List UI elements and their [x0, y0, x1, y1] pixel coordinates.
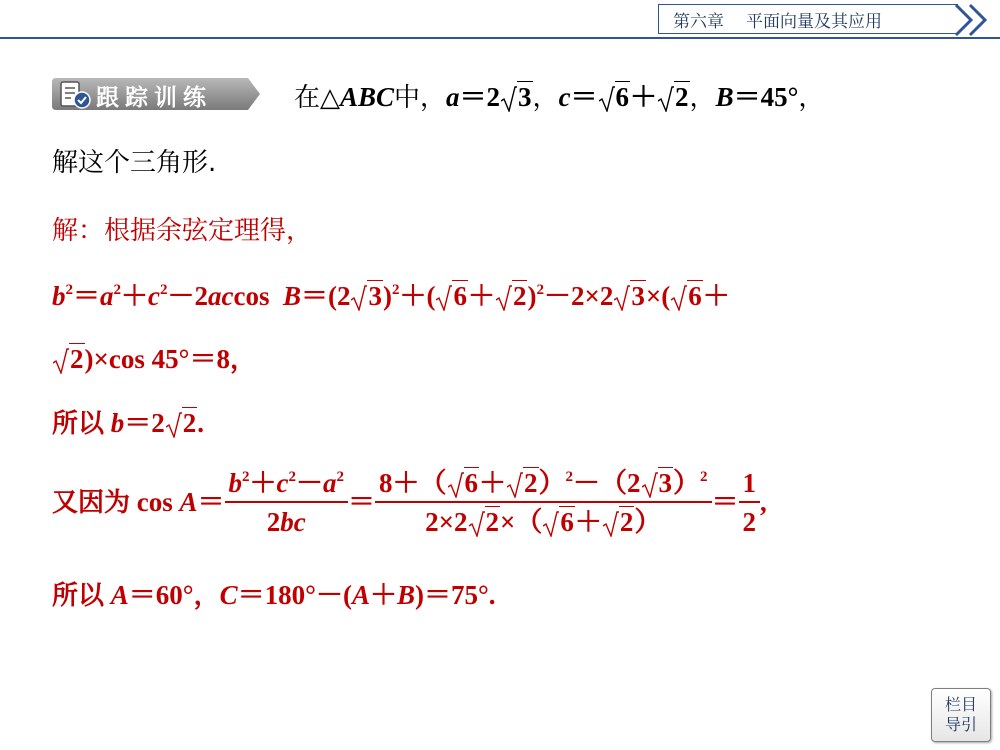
solution-cosine-law-line1: $b^2=a^2+c^2-2accos$ B＝(2 3)$^2$＋( 6＋ 2)$^2$－2×2 3×( 6＋	[52, 281, 730, 311]
badge-label: 跟踪训练	[96, 85, 212, 111]
section-navigation-button[interactable]	[931, 688, 991, 742]
header-divider	[0, 37, 1000, 39]
practice-badge	[52, 76, 262, 112]
chevron-right-icon	[950, 3, 996, 37]
nav-button-line2: 导引	[944, 715, 977, 734]
problem-statement-line2: 解这个三角形.	[52, 148, 217, 178]
chapter-title: 平面向量及其应用	[746, 11, 882, 32]
checklist-icon	[58, 80, 94, 110]
fraction-one-half: $\frac{1}{2}$	[739, 470, 761, 536]
solution-cos-a: 又因为 cos A ＝ $\frac{b^2+c^2-a^2}{2bc}$ ＝ $\frac{8+( 6+ 2)^2-(2 3)^2}{2\times 2 2\times( 6+ 2)}$ ＝ $\frac{1}{2}$ ,	[52, 468, 767, 537]
chapter-header	[658, 4, 958, 34]
chapter-number: 第六章	[673, 11, 724, 32]
solution-cosine-law-line2: 2)×cos 45°＝8，	[52, 346, 256, 373]
problem-statement-line1: 在△ABC中，a＝2 3，c＝ 6＋ 2，B＝45°，	[294, 82, 825, 113]
nav-button-line1: 栏目	[944, 695, 977, 714]
solution-angles: 所以 A＝60°，C＝180°－(A＋B)＝75°.	[52, 580, 496, 611]
solution-intro: 解：根据余弦定理得，	[52, 216, 313, 246]
fraction-substituted: $\frac{8+( 6+ 2)^2-(2 3)^2}{2\times 2 2\times( 6+ 2)}$	[375, 470, 712, 536]
solution-b-value: 所以 b＝2 2.	[52, 408, 205, 439]
fraction-cosine-formula: $\frac{b^2+c^2-a^2}{2bc}$	[225, 470, 348, 536]
